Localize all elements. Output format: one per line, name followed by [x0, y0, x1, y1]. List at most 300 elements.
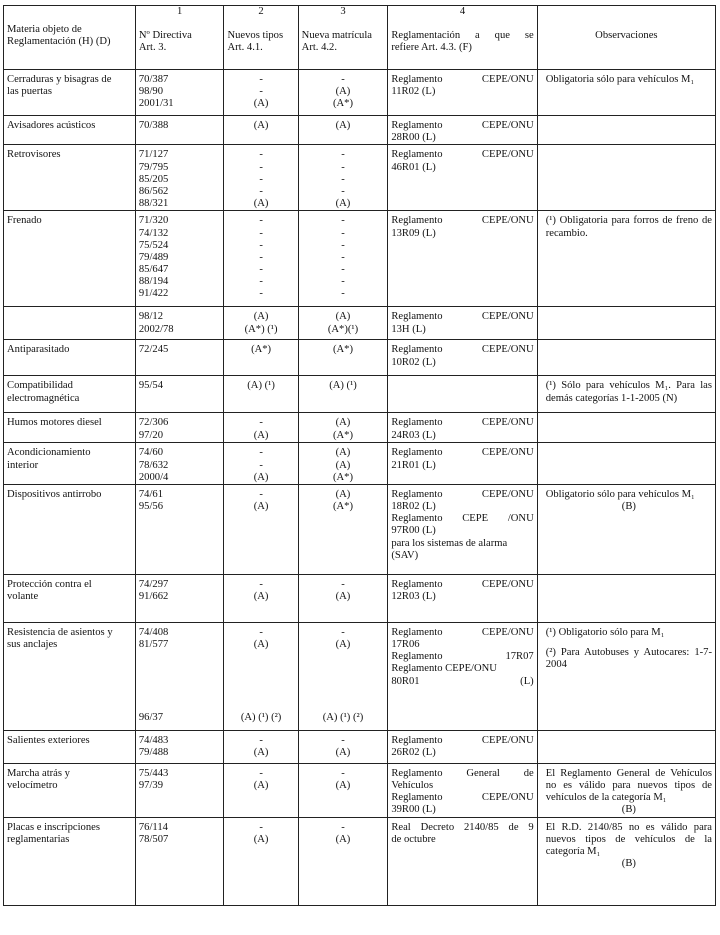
cell-directiva — [135, 484, 224, 574]
cell-line — [302, 663, 385, 675]
cell-materia — [4, 116, 136, 145]
cell-nueva-matricula — [298, 340, 388, 376]
cell-line: Reglamento 17R07 — [391, 651, 534, 663]
header-reglamentacion — [388, 6, 537, 70]
cell-materia — [4, 307, 136, 340]
cell-line: 98/12 — [138, 311, 164, 323]
cell-line: - — [341, 149, 345, 161]
cell-line: (A) — [253, 780, 269, 792]
cell-observaciones — [537, 413, 715, 443]
cell-materia — [4, 443, 136, 485]
cell-line: (A*) — [332, 501, 353, 513]
cell-observaciones — [537, 622, 715, 730]
table-header — [4, 6, 716, 70]
cell-nueva-matricula — [298, 443, 388, 485]
cell-line: (A) (¹) — [247, 380, 275, 392]
cell-line: 91/662 — [138, 591, 169, 603]
cell-nuevos-tipos — [224, 340, 298, 376]
cell-line: (A) — [335, 833, 351, 845]
cell-line: 95/54 — [138, 380, 164, 392]
cell-line: (A*)(¹) — [327, 323, 359, 335]
cell-line: 18R02 (L) — [391, 501, 436, 513]
cell-line: - — [341, 821, 345, 833]
cell-line — [139, 688, 221, 700]
cell-observaciones — [537, 443, 715, 485]
cell-nueva-matricula — [298, 763, 388, 817]
table-row — [4, 145, 716, 211]
table-row — [4, 376, 716, 413]
cell-line: - — [259, 86, 263, 98]
cell-line: (A) — [335, 447, 351, 459]
cell-directiva — [135, 730, 224, 763]
cell-line: Reglamento CEPE/ONU — [391, 578, 534, 590]
header-observaciones-label: Observaciones — [595, 30, 658, 41]
cell-line: - — [259, 734, 263, 746]
cell-directiva — [135, 376, 224, 413]
cell-line: Reglamento CEPE/ONU — [391, 488, 534, 500]
cell-line: interior — [7, 459, 39, 471]
regulation-table — [3, 5, 716, 906]
header-directiva-line1: Nº Directiva — [138, 30, 192, 42]
table-row — [4, 340, 716, 376]
cell-nuevos-tipos — [224, 211, 298, 307]
cell-nuevos-tipos — [224, 622, 298, 730]
cell-reglamentacion — [388, 211, 537, 307]
cell-reglamentacion — [388, 70, 537, 116]
cell-line: Compatibilidad — [7, 380, 73, 392]
cell-line — [302, 700, 385, 712]
cell-line: Reglamento CEPE/ONU — [391, 447, 534, 459]
cell-line: (A) — [253, 591, 269, 603]
table-row — [4, 574, 716, 622]
cell-line: (A) (¹) (²) — [322, 712, 364, 724]
obs-text: (¹) Obligatorio sólo para M₁ — [545, 626, 665, 638]
header-col-number: 1 — [177, 6, 183, 17]
cell-line: 2000/4 — [138, 471, 169, 483]
cell-line: Reglamento CEPE/ONU — [391, 120, 534, 131]
cell-line — [139, 663, 221, 675]
cell-line: - — [341, 734, 345, 746]
cell-reglamentacion — [388, 376, 537, 413]
cell-line: - — [341, 215, 345, 227]
cell-line: Avisadores acústicos — [7, 120, 96, 131]
cell-reglamentacion — [388, 817, 537, 905]
cell-directiva — [135, 307, 224, 340]
cell-nuevos-tipos — [224, 763, 298, 817]
cell-directiva — [135, 70, 224, 116]
cell-line: Reglamento CEPE/ONU — [391, 417, 534, 429]
cell-line: - — [259, 417, 263, 429]
cell-observaciones — [537, 817, 715, 905]
cell-line: 76/114 — [138, 821, 168, 833]
cell-line: 13H (L) — [391, 323, 426, 335]
cell-line: volante — [7, 591, 39, 603]
cell-line: 75/443 — [138, 767, 169, 779]
obs-text: Obligatorio sólo para vehículos M₁ — [545, 488, 695, 500]
cell-line: Salientes exteriores — [7, 734, 90, 746]
cell-line: (A) — [253, 198, 269, 210]
cell-line: (A) — [253, 747, 269, 759]
cell-line — [227, 651, 294, 663]
cell-line — [302, 676, 385, 688]
obs-text: El R.D. 2140/85 no es válido para nuevos tipos de vehículos de la categoría M₁ — [545, 821, 712, 858]
cell-line: - — [341, 161, 345, 173]
cell-reglamentacion — [388, 574, 537, 622]
cell-line: Resistencia de asientos y — [7, 626, 113, 638]
cell-line: Reglamento CEPE/ONU — [391, 626, 534, 638]
cell-line: 74/297 — [138, 578, 169, 590]
table-body — [4, 70, 716, 906]
cell-line: 13R09 (L) — [391, 227, 436, 239]
cell-reglamentacion — [388, 484, 537, 574]
cell-line: 74/483 — [138, 734, 169, 746]
cell-line: 74/408 — [138, 626, 169, 638]
cell-line — [227, 688, 294, 700]
header-matricula-line1: Nueva matrícula — [301, 30, 372, 42]
cell-nuevos-tipos — [224, 574, 298, 622]
cell-line: Antiparasitado — [7, 344, 70, 356]
cell-directiva — [135, 116, 224, 145]
cell-line: (A) — [253, 471, 269, 483]
cell-line: - — [341, 227, 345, 239]
cell-line: 88/194 — [138, 276, 169, 288]
header-reglamentacion-line2: refiere Art. 4.3. (F) — [391, 42, 472, 54]
cell-nueva-matricula — [298, 211, 388, 307]
header-nuevos-line1: Nuevos tipos — [227, 30, 284, 42]
cell-line — [139, 651, 221, 663]
cell-line: (A) (¹) (²) — [240, 712, 282, 724]
cell-materia — [4, 730, 136, 763]
cell-observaciones — [537, 340, 715, 376]
cell-line: 80R01 (L) — [391, 675, 534, 687]
cell-line — [227, 676, 294, 688]
header-reglamentacion-line1: Reglamentación a que se — [391, 30, 534, 42]
header-materia — [4, 6, 136, 70]
cell-line: Marcha atrás y — [7, 767, 70, 779]
cell-line: 98/90 — [138, 86, 164, 98]
cell-materia — [4, 763, 136, 817]
cell-reglamentacion — [388, 413, 537, 443]
table-row — [4, 116, 716, 145]
cell-line: - — [341, 276, 345, 288]
cell-line: - — [259, 215, 263, 227]
cell-line: Reglamento CEPE/ONU — [391, 792, 534, 804]
cell-nuevos-tipos — [224, 817, 298, 905]
cell-directiva — [135, 413, 224, 443]
cell-line: - — [341, 251, 345, 263]
cell-line: - — [341, 626, 345, 638]
header-matricula-line2: Art. 4.2. — [301, 42, 337, 54]
cell-nueva-matricula — [298, 307, 388, 340]
table-row — [4, 443, 716, 485]
cell-line: 74/60 — [138, 447, 164, 459]
cell-line: 71/320 — [138, 215, 169, 227]
table-row — [4, 622, 716, 730]
cell-line: (A*) (¹) — [244, 323, 278, 335]
table-row — [4, 307, 716, 340]
cell-line: - — [341, 264, 345, 276]
cell-line: 85/205 — [138, 173, 169, 185]
cell-line: Real Decreto 2140/85 de 9 — [391, 821, 534, 833]
cell-line: 17R06 — [391, 639, 420, 651]
cell-line: - — [341, 185, 345, 197]
cell-directiva — [135, 211, 224, 307]
cell-materia — [4, 574, 136, 622]
cell-line: - — [341, 74, 345, 85]
cell-line: 79/488 — [138, 747, 169, 759]
cell-line: - — [341, 239, 345, 251]
cell-line: Reglamento CEPE/ONU — [391, 149, 534, 161]
cell-line: (A) — [253, 833, 269, 845]
cell-observaciones — [537, 376, 715, 413]
cell-line: 86/562 — [138, 185, 169, 197]
header-col-number: 2 — [258, 6, 264, 17]
header-directiva — [135, 6, 224, 70]
cell-line: (A) — [335, 120, 351, 131]
cell-materia — [4, 70, 136, 116]
cell-line: 21R01 (L) — [391, 459, 436, 471]
cell-line: 72/306 — [138, 417, 169, 429]
cell-materia — [4, 145, 136, 211]
cell-reglamentacion — [388, 730, 537, 763]
cell-line — [227, 663, 294, 675]
cell-line: 88/321 — [138, 198, 169, 210]
cell-reglamentacion — [388, 307, 537, 340]
cell-observaciones — [537, 763, 715, 817]
cell-nuevos-tipos — [224, 443, 298, 485]
header-col-number: 4 — [459, 6, 466, 17]
cell-line: (SAV) — [391, 549, 419, 561]
table-row — [4, 817, 716, 905]
cell-materia — [4, 413, 136, 443]
cell-line: 2002/78 — [138, 323, 174, 335]
obs-text: Obligatoria sólo para vehículos M₁ — [545, 74, 695, 85]
cell-line: 75/524 — [138, 239, 169, 251]
cell-nueva-matricula — [298, 622, 388, 730]
cell-line: - — [341, 767, 345, 779]
cell-line: 70/388 — [138, 120, 169, 131]
cell-line: Reglamento CEPE/ONU — [391, 663, 497, 675]
cell-line: 2001/31 — [138, 98, 174, 110]
cell-line: 97R00 (L) — [391, 525, 436, 537]
cell-line — [302, 688, 385, 700]
cell-nueva-matricula — [298, 376, 388, 413]
cell-line: 26R02 (L) — [391, 747, 436, 759]
cell-observaciones — [537, 145, 715, 211]
cell-line: Reglamento CEPE/ONU — [391, 215, 534, 227]
cell-line: - — [259, 459, 263, 471]
cell-line: - — [259, 578, 263, 590]
cell-line: Reglamento CEPE/ONU — [391, 311, 534, 323]
cell-directiva — [135, 145, 224, 211]
cell-nueva-matricula — [298, 484, 388, 574]
cell-nueva-matricula — [298, 730, 388, 763]
cell-line: (A) — [335, 747, 351, 759]
cell-line: Acondicionamiento — [7, 447, 91, 459]
cell-line: Reglamento CEPE/ONU — [391, 734, 534, 746]
header-nueva-matricula — [298, 6, 388, 70]
cell-line: Reglamento CEPE /ONU — [391, 513, 534, 525]
cell-line: 28R00 (L) — [391, 132, 436, 144]
cell-nuevos-tipos — [224, 484, 298, 574]
cell-line: - — [341, 288, 345, 300]
cell-line: 78/632 — [138, 459, 169, 471]
cell-reglamentacion — [388, 763, 537, 817]
cell-line: - — [259, 767, 263, 779]
cell-line: (A) — [253, 311, 269, 323]
cell-line: (A*) — [332, 471, 353, 483]
cell-line: (A) — [335, 639, 351, 651]
cell-line: Dispositivos antirrobo — [7, 488, 102, 500]
cell-line: las puertas — [7, 86, 53, 98]
cell-line: 79/489 — [138, 251, 169, 263]
cell-line: 95/56 — [138, 501, 164, 513]
cell-nueva-matricula — [298, 145, 388, 211]
header-observaciones — [537, 6, 715, 70]
cell-line: (A*) — [332, 98, 353, 110]
cell-nueva-matricula — [298, 70, 388, 116]
cell-materia — [4, 376, 136, 413]
table-row — [4, 211, 716, 307]
cell-directiva — [135, 443, 224, 485]
cell-line: Reglamento CEPE/ONU — [391, 344, 534, 356]
cell-observaciones — [537, 211, 715, 307]
table-row — [4, 763, 716, 817]
cell-line: 72/245 — [138, 344, 169, 356]
cell-line: electromagnética — [7, 392, 80, 404]
cell-nuevos-tipos — [224, 116, 298, 145]
cell-reglamentacion — [388, 622, 537, 730]
cell-reglamentacion — [388, 116, 537, 145]
cell-observaciones — [537, 116, 715, 145]
cell-line: para los sistemas de alarma — [391, 537, 508, 549]
cell-line: (A) — [253, 501, 269, 513]
cell-line: 11R02 (L) — [391, 86, 436, 98]
cell-line: (A) — [253, 120, 269, 131]
obs-text: (B) — [621, 858, 636, 870]
cell-directiva — [135, 763, 224, 817]
cell-line: - — [259, 276, 263, 288]
cell-observaciones — [537, 70, 715, 116]
header-col-number: 3 — [340, 6, 346, 17]
cell-line: (A) — [253, 98, 269, 110]
cell-materia — [4, 484, 136, 574]
obs-text: (¹) Obligatoria para forros de freno de recambio. — [545, 215, 712, 239]
cell-line: 71/127 — [138, 149, 169, 161]
cell-line: 74/61 — [138, 488, 164, 500]
cell-line: - — [259, 821, 263, 833]
cell-line: - — [259, 239, 263, 251]
obs-text: (B) — [621, 501, 636, 513]
cell-line: 78/507 — [138, 833, 169, 845]
cell-line: 97/39 — [138, 780, 164, 792]
cell-line: 81/577 — [138, 639, 169, 651]
cell-observaciones — [537, 730, 715, 763]
cell-line: (A) — [335, 198, 351, 210]
cell-line: 85/647 — [138, 264, 169, 276]
cell-line: (A) — [335, 591, 351, 603]
cell-line: 96/37 — [138, 712, 164, 724]
cell-line: - — [259, 264, 263, 276]
cell-directiva — [135, 622, 224, 730]
header-nuevos-tipos — [224, 6, 298, 70]
table-row — [4, 413, 716, 443]
cell-directiva — [135, 817, 224, 905]
cell-nuevos-tipos — [224, 307, 298, 340]
cell-line: (A) — [335, 459, 351, 471]
cell-materia — [4, 211, 136, 307]
cell-nuevos-tipos — [224, 376, 298, 413]
cell-line — [139, 700, 221, 712]
cell-line: Vehículos — [391, 780, 434, 792]
cell-nueva-matricula — [298, 116, 388, 145]
header-nuevos-line2: Art. 4.1. — [227, 42, 263, 54]
cell-line — [139, 676, 221, 688]
cell-line: - — [259, 488, 263, 500]
cell-line: - — [259, 185, 263, 197]
cell-reglamentacion — [388, 443, 537, 485]
cell-line: sus anclajes — [7, 639, 58, 651]
cell-observaciones — [537, 484, 715, 574]
cell-line: - — [259, 227, 263, 239]
cell-materia — [4, 340, 136, 376]
obs-text: (B) — [621, 804, 636, 816]
cell-nueva-matricula — [298, 574, 388, 622]
cell-line: Reglamento CEPE/ONU — [391, 74, 534, 85]
cell-line: Reglamento General de — [391, 767, 534, 779]
cell-line: (A*) — [251, 344, 272, 356]
cell-line: (A) — [335, 780, 351, 792]
cell-line: - — [341, 578, 345, 590]
cell-line: - — [341, 173, 345, 185]
cell-line: 24R03 (L) — [391, 429, 436, 441]
cell-directiva — [135, 574, 224, 622]
cell-line: 10R02 (L) — [391, 356, 436, 368]
obs-text: (¹) Sólo para vehículos M₁. Para las demás categorías 1-1-2005 (N) — [545, 380, 712, 404]
cell-materia — [4, 817, 136, 905]
cell-nueva-matricula — [298, 413, 388, 443]
cell-line: - — [259, 626, 263, 638]
cell-line: 39R00 (L) — [391, 804, 436, 816]
cell-line: - — [259, 288, 263, 300]
cell-line: (A*) — [332, 344, 353, 356]
cell-line: 74/132 — [138, 227, 169, 239]
cell-line: 12R03 (L) — [391, 591, 436, 603]
cell-line: 91/422 — [138, 288, 169, 300]
table-row — [4, 70, 716, 116]
table-row — [4, 730, 716, 763]
cell-line: - — [259, 251, 263, 263]
cell-line: - — [259, 149, 263, 161]
cell-line: Placas e inscripciones — [7, 821, 100, 833]
cell-observaciones — [537, 574, 715, 622]
cell-line: (A) — [335, 311, 351, 323]
header-materia-line1: Materia objeto de — [7, 24, 82, 36]
cell-line: (A*) — [332, 429, 353, 441]
cell-line: 79/795 — [138, 161, 169, 173]
cell-line: (A) — [253, 639, 269, 651]
cell-nuevos-tipos — [224, 413, 298, 443]
cell-line: (A) (¹) — [329, 380, 357, 392]
cell-line: 97/20 — [138, 429, 164, 441]
cell-line: (A) — [335, 86, 351, 98]
cell-nuevos-tipos — [224, 70, 298, 116]
obs-text: (²) Para Autobuses y Autocares: 1-7-2004 — [545, 647, 712, 671]
cell-line: 46R01 (L) — [391, 161, 436, 173]
cell-observaciones — [537, 307, 715, 340]
cell-line: Humos motores diesel — [7, 417, 102, 429]
cell-line: Cerraduras y bisagras de — [7, 74, 112, 85]
